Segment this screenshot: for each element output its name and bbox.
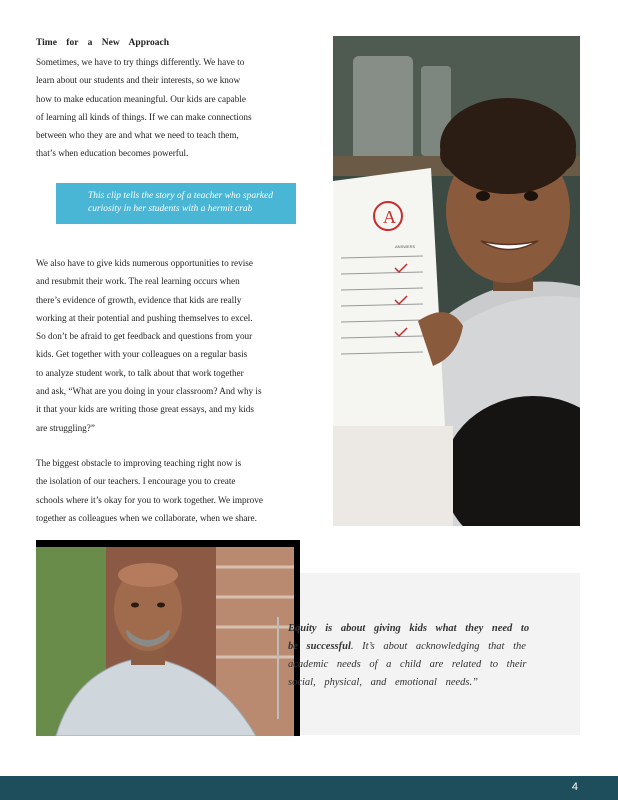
paragraph-isolation	[36, 454, 292, 527]
author-photo	[36, 547, 294, 736]
text-line: The biggest obstacle to improving teaching right now is	[36, 458, 242, 468]
text-line: and ask, “What are you doing in your classroom? And why is	[36, 386, 262, 397]
text-line: kids. Get together with your colleagues on a regular basis	[36, 349, 248, 360]
text-line: learn about our students and their interests, so we know	[36, 75, 241, 86]
text-line: schools where it’s okay for you to work together. We improve	[36, 494, 263, 505]
quote-line	[288, 620, 548, 638]
student-photo	[333, 36, 580, 526]
paragraph-intro	[36, 53, 292, 163]
text-line: are struggling?”	[36, 422, 95, 433]
paragraph-revise	[36, 254, 292, 437]
text-line: We also have to give kids numerous opportunities to revise	[36, 258, 253, 268]
quote-emphasis: Equity is about giving kids what they need to	[288, 623, 530, 634]
callout-line: curiosity in her students with a hermit crab	[88, 204, 253, 214]
quote-line: academic needs of a child are related to their	[288, 659, 527, 670]
author-illustration	[36, 547, 294, 736]
text-line: that’s when education becomes powerful.	[36, 148, 189, 159]
callout-line: This clip tells the story of a teacher who sparked	[88, 191, 273, 201]
author-photo-frame	[36, 540, 300, 736]
student-illustration	[333, 36, 580, 526]
quote-line	[288, 638, 548, 656]
text-line: of learning all kinds of things. If we can make connections	[36, 111, 252, 122]
page-number: 4	[571, 781, 578, 793]
grade-mark: A	[383, 207, 396, 227]
section-heading: Time for a New Approach	[36, 38, 170, 48]
pull-quote-rule	[277, 617, 279, 719]
text-line: working at their potential and pushing themselves to excel.	[36, 312, 253, 323]
answers-label: ANSWERS	[395, 244, 416, 249]
quote-text: . It’s about acknowledging that the	[350, 641, 526, 652]
text-line: how to make education meaningful. Our kids are capable	[36, 93, 246, 104]
text-line: and resubmit their work. The real learning occurs when	[36, 276, 240, 287]
text-line: between who they are and what we need to teach them,	[36, 130, 239, 141]
pull-quote	[288, 620, 548, 692]
quote-line: social, physical, and emotional needs.”	[288, 677, 478, 688]
video-clip-callout[interactable]	[56, 183, 296, 224]
text-line: there’s evidence of growth, evidence that kids are really	[36, 294, 242, 305]
text-line: So don’t be afraid to get feedback and questions from your	[36, 331, 253, 342]
text-line: Sometimes, we have to try things differently. We have to	[36, 57, 245, 67]
text-line: it that your kids are writing those great essays, and my kids	[36, 404, 254, 415]
quote-emphasis: be successful	[288, 641, 351, 652]
text-line: to analyze student work, to talk about that work together	[36, 367, 244, 378]
text-line: together as colleagues when we collaborate, when we share.	[36, 512, 257, 523]
page-footer	[0, 776, 618, 800]
text-line: the isolation of our teachers. I encourage you to create	[36, 476, 236, 487]
